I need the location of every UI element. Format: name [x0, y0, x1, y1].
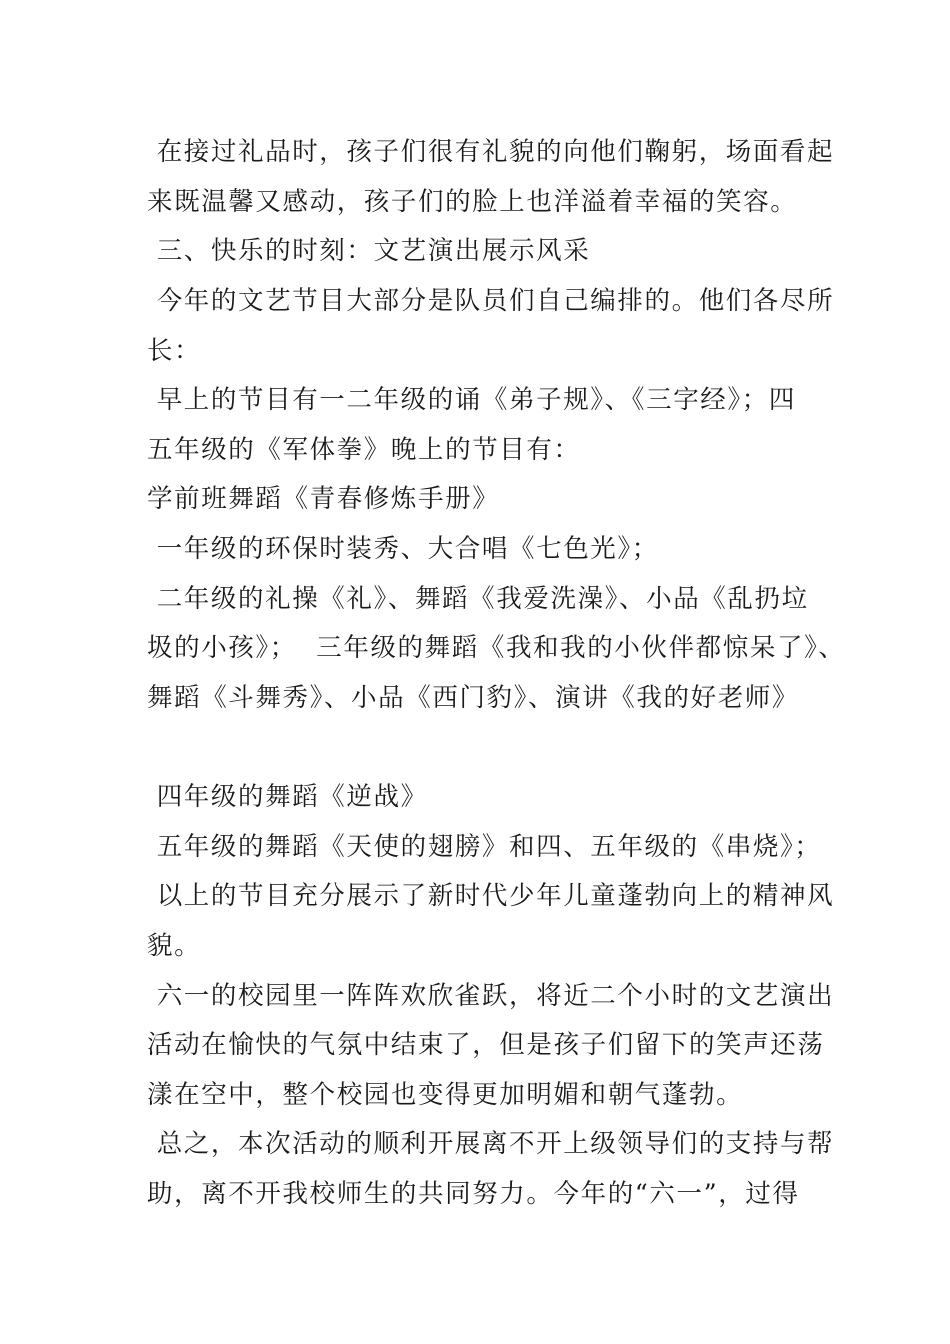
text-line: 总之，本次活动的顺利开展离不开上级领导们的支持与帮 — [147, 1129, 835, 1159]
text-line: 长： — [147, 336, 202, 366]
text-line: 早上的节目有一二年级的诵《弟子规》、《三字经》；四 — [147, 385, 796, 415]
text-line: 活动在愉快的气氛中结束了，但是孩子们留下的笑声还荡 — [147, 1030, 825, 1060]
section-heading: 三、快乐的时刻：文艺演出展示风采 — [147, 236, 591, 266]
text-line: 以上的节目充分展示了新时代少年儿童蓬勃向上的精神风 — [147, 881, 835, 911]
text-line: 舞蹈《斗舞秀》、小品《西门豹》、演讲《我的好老师》 — [147, 683, 800, 713]
text-line: 漾在空中，整个校园也变得更加明媚和朝气蓬勃。 — [147, 1080, 744, 1110]
text-line: 在接过礼品时，孩子们很有礼貌的向他们鞠躬，场面看起 — [147, 137, 835, 167]
text-line: 貌。 — [147, 931, 202, 961]
text-line: 二年级的礼操《礼》、舞蹈《我爱洗澡》、小品《乱扔垃 — [147, 584, 809, 614]
text-line: 四年级的舞蹈《逆战》 — [147, 782, 428, 812]
text-line: 学前班舞蹈《青春修炼手册》 — [147, 484, 500, 514]
text-line: 五年级的舞蹈《天使的翅膀》和四、五年级的《串烧》； — [147, 832, 822, 862]
text-line: 一年级的环保时装秀、大合唱《七色光》； — [147, 534, 659, 564]
text-line: 今年的文艺节目大部分是队员们自己编排的。他们各尽所 — [147, 286, 835, 316]
text-line: 六一的校园里一阵阵欢欣雀跃，将近二个小时的文艺演出 — [147, 981, 835, 1011]
text-line: 助，离不开我校师生的共同努力。今年的“六一”，过得 — [147, 1179, 800, 1209]
text-line: 来既温馨又感动，孩子们的脸上也洋溢着幸福的笑容。 — [147, 187, 798, 217]
text-line: 五年级的《军体拳》晚上的节目有： — [147, 435, 581, 465]
text-line: 圾的小孩》； 三年级的舞蹈《我和我的小伙伴都惊呆了》、 — [147, 633, 846, 663]
